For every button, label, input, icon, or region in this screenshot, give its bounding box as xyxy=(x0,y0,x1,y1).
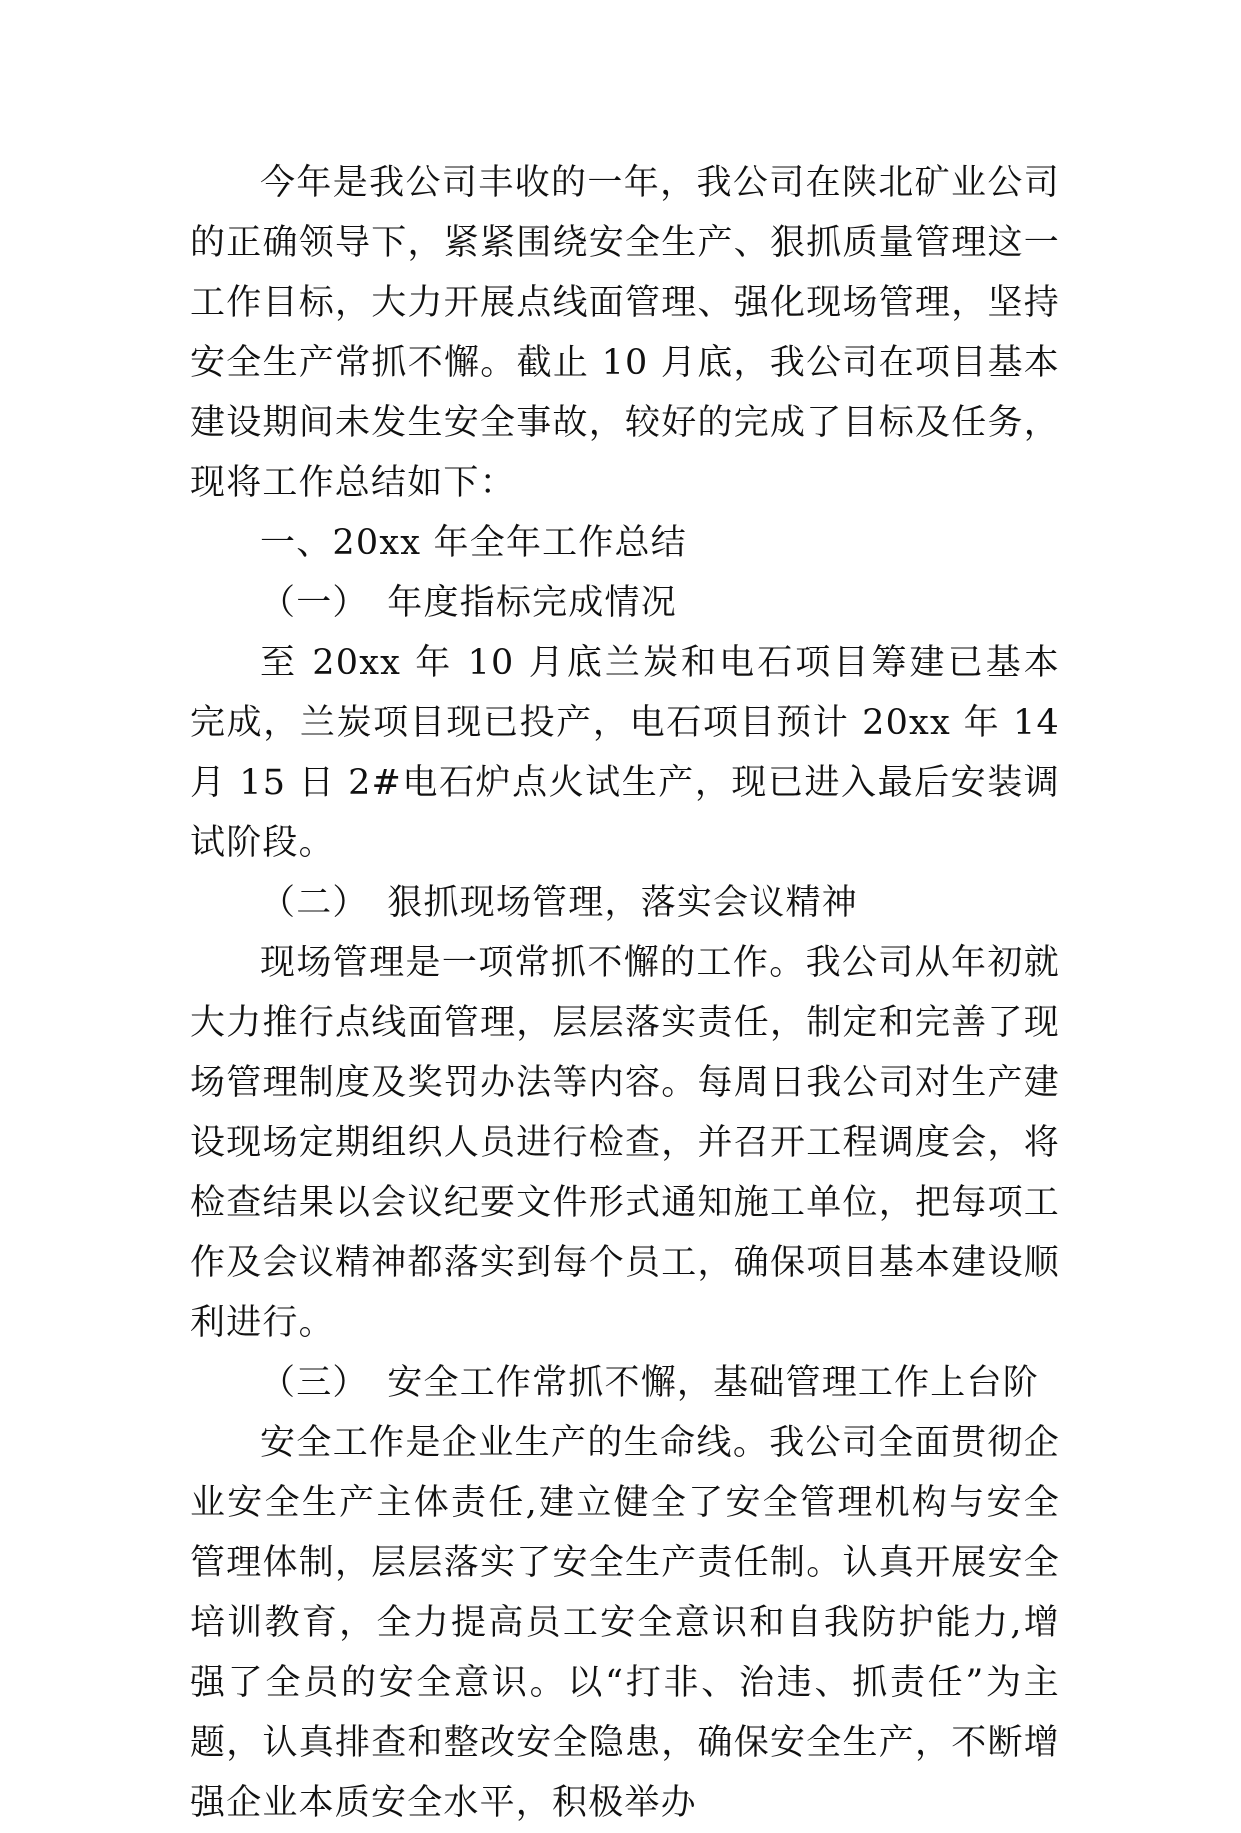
intro-paragraph: 今年是我公司丰收的一年，我公司在陕北矿业公司的正确领导下，紧紧围绕安全生产、狠抓质量管理这一工作目标，大力开展点线面管理、强化现场管理，坚持安全生产常抓不懈。截止 10 月底，我公司在项目基本建设期间未发生安全事故，较好的完成了目标及任务，现将工作总结如下： xyxy=(190,163,1060,503)
subheading-safety-work: （三） 安全工作常抓不懈，基础管理工作上台阶 xyxy=(260,1363,1039,1403)
site-management-paragraph: 现场管理是一项常抓不懈的工作。我公司从年初就大力推行点线面管理，层层落实责任，制定和完善了现场管理制度及奖罚办法等内容。每周日我公司对生产建设现场定期组织人员进行检查，并召开工程调度会，将检查结果以会议纪要文件形式通知施工单位，把每项工作及会议精神都落实到每个员工，确保项目基本建设顺利进行。 xyxy=(190,943,1060,1343)
safety-work-paragraph: 安全工作是企业生产的生命线。我公司全面贯彻企业安全生产主体责任,建立健全了安全管理机构与安全管理体制，层层落实了安全生产责任制。认真开展安全培训教育，全力提高员工安全意识和自我防护能力,增强了全员的安全意识。以“打非、治违、抓责任”为主题，认真排查和整改安全隐患，确保安全生产，不断增强企业本质安全水平，积极举办 xyxy=(190,1423,1060,1823)
section-heading-annual-summary: 一、20xx 年全年工作总结 xyxy=(260,523,687,563)
subheading-annual-targets: （一） 年度指标完成情况 xyxy=(260,583,677,623)
subheading-site-management: （二） 狠抓现场管理，落实会议精神 xyxy=(260,883,858,923)
annual-targets-paragraph: 至 20xx 年 10 月底兰炭和电石项目筹建已基本完成，兰炭项目现已投产，电石项目预计 20xx 年 14 月 15 日 2#电石炉点火试生产，现已进入最后安装调试阶段。 xyxy=(190,643,1060,863)
document-body xyxy=(190,153,1060,1833)
